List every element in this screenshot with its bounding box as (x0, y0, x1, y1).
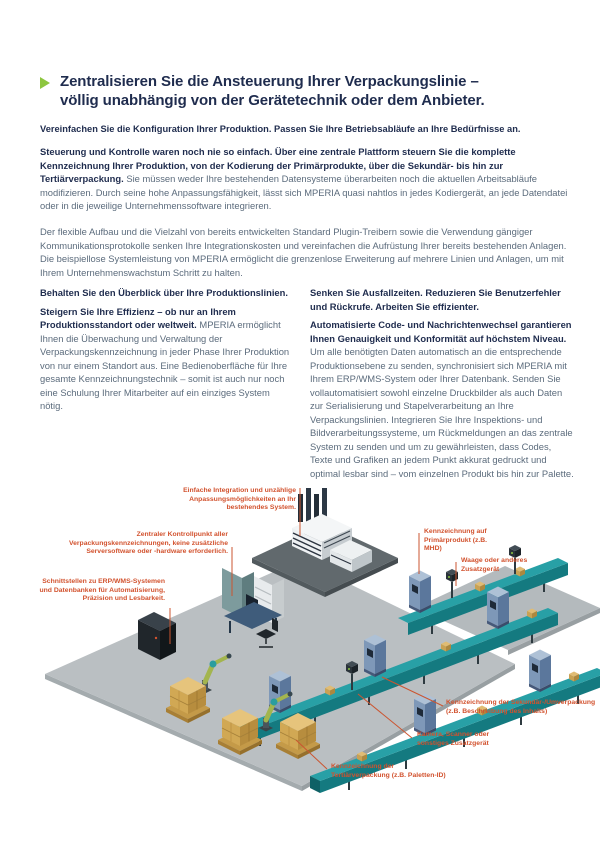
column-right-heading: Senken Sie Ausfallzeiten. Reduzieren Sie Benutzerfehler und Rückrufe. Arbeiten Sie effizienter. (310, 287, 561, 312)
column-right-body: Um alle benötigten Daten automatisch an die entsprechende Produktionsebene zu senden, synchronisiert sich MPERIA mit Ihrem ERP/WMS-System oder Ihrer Datenbank. Senden Sie vollautomatisiert sowohl einzelne Druckbilder als auch Daten zur Serialisierung und Stapelverarbeitung an Ihre Verpackungslinien. Integrieren Sie Ihre Inspektions- und Bildverarbeitungssysteme, um Rückmeldungen an das zentrale System zu senden und um zu gewährleisten, dass Codes, Texte und Grafiken an jedem Punkt akkurat gedruckt und optimal lesbar sind – vom einzelnen Produkt bis hin zur Palette. (310, 346, 574, 479)
intro-paragraph-1-rest: Sie müssen weder Ihre bestehenden Datensysteme überarbeiten noch die aktuellen Arbeitsabläufe modifizieren. Durch seine hohe Anpassungsfähigkeit, lässt sich MPERIA quasi nahtlos in jedes Kodiergerät, an jede Datendatei oder in die jeweilige Unternehmenssoftware integrieren. (40, 173, 568, 211)
column-left-lead: Steigern Sie Ihre Effizienz – ob nur an Ihrem Produktionsstandort oder weltweit. (40, 305, 236, 330)
callout-central-control: Zentraler Kontrollpunkt aller Verpackungskennzeichnungen, keine zusätzliche Serversoftware oder -hardware erforderlich. (68, 531, 228, 556)
subheading: Vereinfachen Sie die Konfiguration Ihrer Produktion. Passen Sie Ihre Betriebsabläufe an Ihre Bedürfnisse an. (40, 124, 521, 134)
page-title-line1: Zentralisieren Sie die Ansteuerung Ihrer Verpackungslinie – (60, 73, 479, 90)
callout-easy-integration: Einfache Integration und unzählige Anpassungsmöglichkeiten an Ihr bestehendes System. (183, 487, 296, 512)
intro-paragraph-1 (40, 145, 573, 213)
callout-tertiary-marking: Kennzeichnung der Tertiärverpackung (z.B. Paletten-ID) (331, 763, 446, 779)
column-left-body: MPERIA ermöglicht Ihnen die Überwachung und Verwaltung der Verpackungskennzeichnung in jeder Phase Ihrer Produktion von nur einem Standort aus. Eine Bedienoberfläche für Ihre gesamte Kennzeichnungstechnik – somit ist auch nur noch eine Schulung Ihrer Mitarbeiter auf ein einziges System nötig. (40, 319, 290, 411)
page-title (60, 72, 560, 110)
column-right (310, 286, 574, 480)
callout-camera-scanner: Kamera, Scanner oder sonstiges Zusatzgerät (417, 731, 490, 747)
page-title-line2: völlig unabhängig von der Gerätetechnik oder dem Anbieter. (60, 92, 485, 109)
column-left-heading: Behalten Sie den Überblick über Ihre Produktionslinien. (40, 287, 288, 298)
arrow-bullet-icon (40, 77, 50, 89)
intro-paragraph-1-lead: Steuerung und Kontrolle waren noch nie so einfach. Über eine zentrale Plattform steuern Sie die komplette Kennzeichnung Ihrer Produktion, von der Kodierung der Primärprodukte, über die Sekundär- bis hin zur Tertiärverpackung. (40, 146, 516, 184)
intro-paragraph-2: Der flexible Aufbau und die Vielzahl von bereits entwickelten Standard Plugin-Treibern sowie die Verwendung gängiger Kommunikationsprotokolle senken Ihre Integrationskosten und vereinfachen die Aufrüstung Ihrer bereits bestehenden Anlagen. Die beispiellose Systemleistung von MPERIA ermöglicht die grenzenlose Erweiterung auf mehrere Linien und Anlagen, um mit Ihrem Unternehmenswachstum Schritt zu halten. (40, 226, 567, 278)
column-right-paragraph (310, 318, 574, 480)
callout-erp-interfaces: Schnittstellen zu ERP/WMS-Systemen und Datenbanken für Automatisierung, Präzision und Lesbarkeit. (39, 578, 165, 603)
callout-scale-device: Waage oder anderes Zusatzgerät (461, 557, 528, 573)
production-line-illustration (0, 468, 600, 808)
column-left (40, 286, 292, 413)
column-left-paragraph (40, 305, 292, 413)
callout-secondary-marking: Kennzeichnung der Sekundär-/Umverpackung (z.B. Beschreibung des Inhalts) (446, 699, 596, 715)
column-right-lead: Automatisierte Code- und Nachrichtenwechsel garantieren Ihnen Genauigkeit und Konformität auf höchstem Niveau. (310, 319, 572, 344)
callout-primary-marking: Kennzeichnung auf Primärprodukt (z.B. MHD) (424, 528, 488, 553)
